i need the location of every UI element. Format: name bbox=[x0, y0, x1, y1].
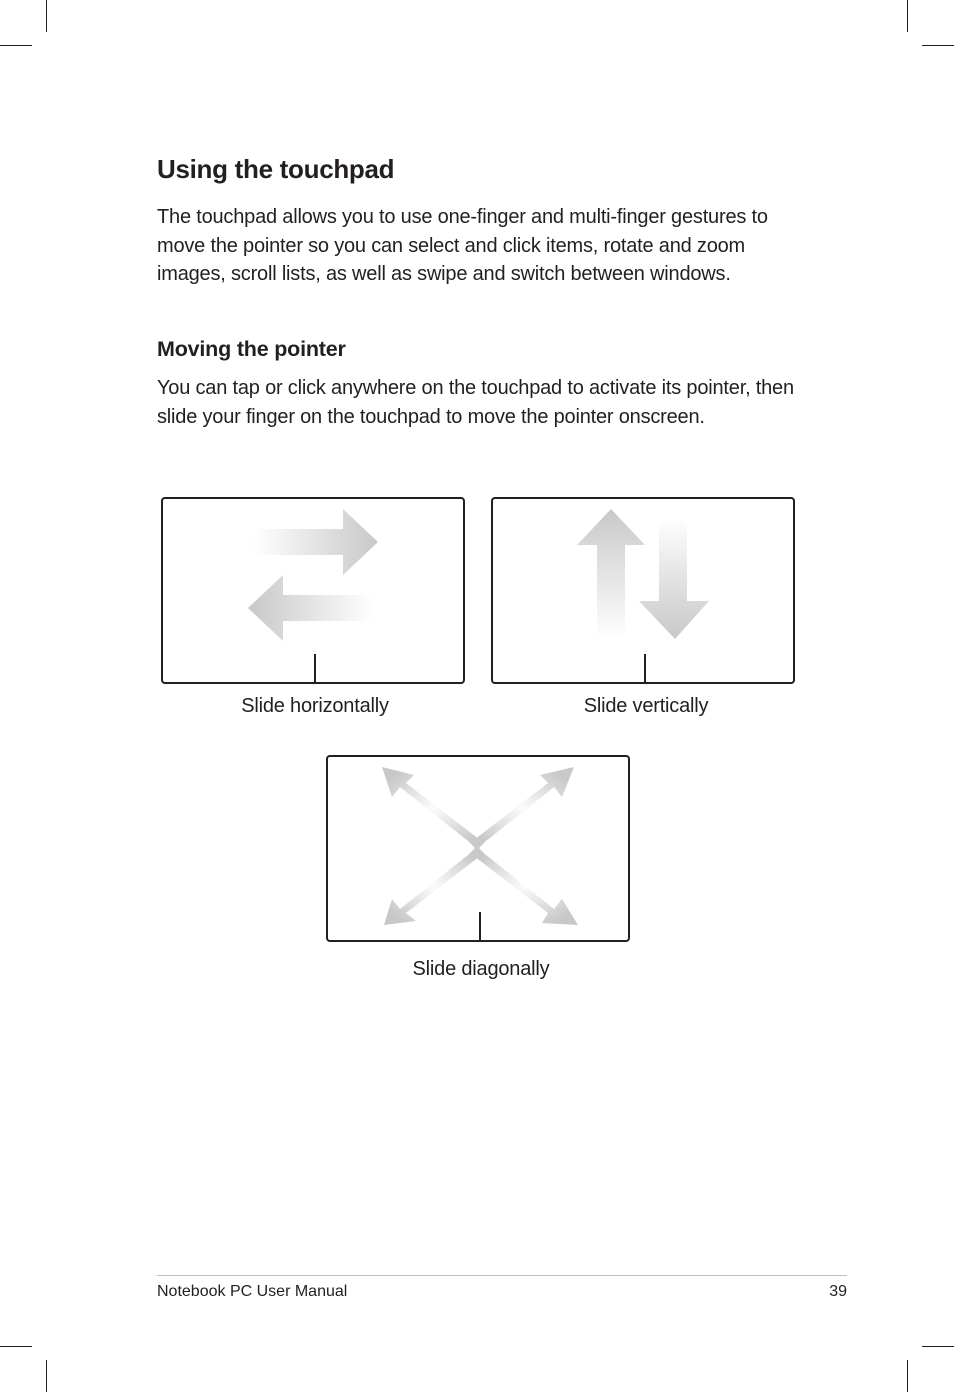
crop-mark bbox=[922, 1346, 954, 1347]
section-body: You can tap or click anywhere on the touchpad to activate its pointer, then slide your finger on the touchpad to move the pointer onscreen. bbox=[157, 377, 794, 428]
vertical-arrows-icon bbox=[493, 499, 792, 681]
touchpad-divider bbox=[479, 912, 481, 940]
caption-horizontal: Slide horizontally bbox=[241, 695, 389, 717]
diagonal-arrows-icon bbox=[328, 757, 627, 939]
crop-mark bbox=[907, 1360, 908, 1392]
intro-paragraph: The touchpad allows you to use one-finger and multi-finger gestures to move the pointer so you can select and click items, rotate and zoom images, scroll lists, as well as swipe and switch between windows. bbox=[157, 206, 768, 285]
crop-mark bbox=[907, 0, 908, 32]
touchpad-horizontal-figure bbox=[161, 497, 465, 684]
page-title: Using the touchpad bbox=[157, 154, 395, 184]
touchpad-divider bbox=[644, 654, 646, 682]
horizontal-arrows-icon bbox=[163, 499, 462, 681]
footer-manual-title: Notebook PC User Manual bbox=[157, 1283, 348, 1300]
crop-mark bbox=[922, 45, 954, 46]
caption-vertical: Slide vertically bbox=[583, 695, 709, 717]
crop-mark bbox=[0, 1346, 32, 1347]
crop-mark bbox=[46, 0, 47, 32]
touchpad-diagonal-figure bbox=[326, 755, 630, 942]
caption-diagonal: Slide diagonally bbox=[412, 958, 550, 980]
touchpad-divider bbox=[314, 654, 316, 682]
touchpad-vertical-figure bbox=[491, 497, 795, 684]
page-number: 39 bbox=[829, 1283, 847, 1300]
crop-mark bbox=[0, 45, 32, 46]
section-heading: Moving the pointer bbox=[157, 337, 346, 361]
crop-mark bbox=[46, 1360, 47, 1392]
footer-divider bbox=[157, 1275, 847, 1276]
